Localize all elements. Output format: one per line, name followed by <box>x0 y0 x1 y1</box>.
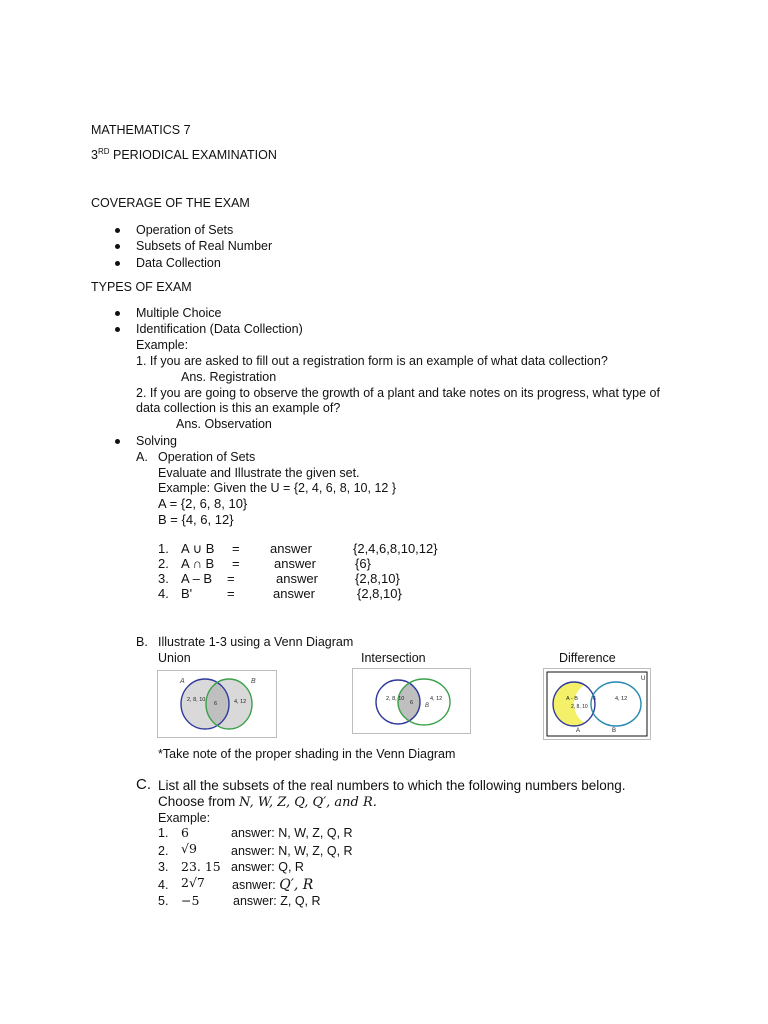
venn-note: *Take note of the proper shading in the Venn Diagram <box>158 747 456 761</box>
venn-difference-circle-b <box>591 682 641 726</box>
bullet-icon <box>115 261 120 266</box>
question-1: 1. If you are asked to fill out a registration form is an example of what data collection? <box>136 354 608 368</box>
example-label: Example: <box>136 338 189 352</box>
venn-title-difference: Difference <box>559 651 616 665</box>
op-equals: = <box>232 541 240 556</box>
subset-item-number: 3. <box>158 860 169 874</box>
section-b-title: Illustrate 1-3 using a Venn Diagram <box>158 635 354 649</box>
op-equals: = <box>227 586 235 601</box>
venn-difference-left: A - B <box>566 696 578 702</box>
coverage-item: Data Collection <box>136 256 221 270</box>
subset-item-answer: answer: N, W, Z, Q, R <box>231 844 353 858</box>
op-expression: A – B <box>181 571 213 586</box>
subset-item-value: −5 <box>181 893 200 908</box>
venn-union-right: 4, 12 <box>234 699 247 705</box>
venn-difference-middle: 6 <box>593 696 596 702</box>
op-answer-label: answer <box>270 541 312 556</box>
section-b-label: B. <box>136 635 148 649</box>
exam-title-sup: RD <box>97 147 110 156</box>
subset-item-value: 6 <box>181 825 189 840</box>
op-result: {2,8,10} <box>355 571 400 586</box>
subset-item-answer <box>232 877 313 893</box>
venn-difference-set-b-label: B <box>612 728 617 734</box>
venn-intersection-left: 2, 8, 10 <box>386 696 405 702</box>
exam-title <box>91 147 277 163</box>
section-c-example-label: Example: <box>158 811 211 825</box>
answer-2: Ans. Observation <box>176 417 272 431</box>
op-expression: A ∪ B <box>181 541 215 556</box>
op-number: 3. <box>158 571 169 586</box>
subject-title: MATHEMATICS 7 <box>91 123 191 137</box>
subset-item-answer-math: Q′, R <box>279 877 314 893</box>
venn-union-set-b-label: B <box>251 678 256 685</box>
bullet-icon <box>115 244 120 249</box>
subset-item-number: 1. <box>158 826 169 840</box>
section-c-sets: N, W, Z, Q, Q′, and R. <box>239 795 377 810</box>
venn-union-middle: 6 <box>214 701 218 707</box>
bullet-icon <box>115 439 120 444</box>
venn-intersection-right: 4, 12 <box>430 696 443 702</box>
subset-item-number: 2. <box>158 844 169 858</box>
type-solving: Solving <box>136 434 177 448</box>
op-number: 1. <box>158 541 169 556</box>
coverage-title: COVERAGE OF THE EXAM <box>91 196 250 210</box>
venn-difference-diagram <box>543 668 651 740</box>
subset-item-number: 4. <box>158 878 169 892</box>
op-number: 2. <box>158 556 169 571</box>
op-answer-label: answer <box>274 556 316 571</box>
set-a: A = {2, 6, 8, 10} <box>158 496 248 511</box>
op-answer-label: answer <box>273 586 315 601</box>
coverage-item: Operation of Sets <box>136 223 234 237</box>
type-multiple-choice: Multiple Choice <box>136 306 222 320</box>
venn-difference-universe-label: U <box>641 676 646 682</box>
coverage-item: Subsets of Real Number <box>136 239 273 253</box>
section-a-title: Operation of Sets <box>158 450 256 464</box>
section-a-label: A. <box>136 450 148 464</box>
venn-intersection-middle: 6 <box>410 700 414 706</box>
op-answer-label: answer <box>276 571 318 586</box>
set-b: B = {4, 6, 12} <box>158 512 234 527</box>
question-2-line-1: 2. If you are going to observe the growth of a plant and take notes on its progress, what type of <box>136 386 660 400</box>
venn-difference-right: 4, 12 <box>615 696 628 702</box>
venn-union-set-a-label: A <box>180 678 185 685</box>
subset-item-value: 23. 15 <box>181 859 221 874</box>
section-c-label: C. <box>136 776 151 793</box>
venn-union-diagram <box>157 670 277 738</box>
venn-union-left: 2, 8, 10 <box>187 697 206 703</box>
op-equals: = <box>232 556 240 571</box>
subset-item-answer-prefix: asnwer: <box>232 878 280 892</box>
op-expression: B' <box>181 586 193 601</box>
subset-item-answer: answer: N, W, Z, Q, R <box>231 826 353 840</box>
op-expression: A ∩ B <box>181 556 215 571</box>
op-result: {2,4,6,8,10,12} <box>353 541 438 556</box>
exam-title-prefix: 3 <box>91 148 98 162</box>
exam-title-rest: PERIODICAL EXAMINATION <box>109 148 277 162</box>
op-result: {6} <box>355 556 371 571</box>
answer-1: Ans. Registration <box>181 370 277 384</box>
subset-item-answer: answer: Z, Q, R <box>233 894 321 908</box>
bullet-icon <box>115 311 120 316</box>
venn-intersection-diagram <box>352 668 471 734</box>
bullet-icon <box>115 327 120 332</box>
op-equals: = <box>227 571 235 586</box>
section-c-line-2-prefix: Choose from <box>158 794 240 809</box>
venn-title-union: Union <box>158 651 191 665</box>
op-result: {2,8,10} <box>357 586 402 601</box>
question-2-line-2: data collection is this an example of? <box>136 401 341 415</box>
bullet-icon <box>115 228 120 233</box>
subset-item-value: 2√7 <box>181 875 205 890</box>
subset-item-value: √9 <box>181 841 197 856</box>
types-title: TYPES OF EXAM <box>91 280 192 294</box>
subset-item-answer: answer: Q, R <box>231 860 304 874</box>
section-c-line-2 <box>158 794 377 811</box>
venn-difference-left-values: 2, 8, 10 <box>571 704 588 710</box>
venn-intersection-set-b-label: B <box>425 703 430 709</box>
venn-difference-set-a-label: A <box>576 728 581 734</box>
venn-title-intersection: Intersection <box>361 651 426 665</box>
universal-set: Example: Given the U = {2, 4, 6, 8, 10, 12 } <box>158 481 396 495</box>
subset-item-number: 5. <box>158 894 169 908</box>
section-a-instruction: Evaluate and Illustrate the given set. <box>158 466 360 480</box>
section-c-line-1: List all the subsets of the real numbers to which the following numbers belong. <box>158 778 626 793</box>
op-number: 4. <box>158 586 169 601</box>
type-identification: Identification (Data Collection) <box>136 322 303 336</box>
